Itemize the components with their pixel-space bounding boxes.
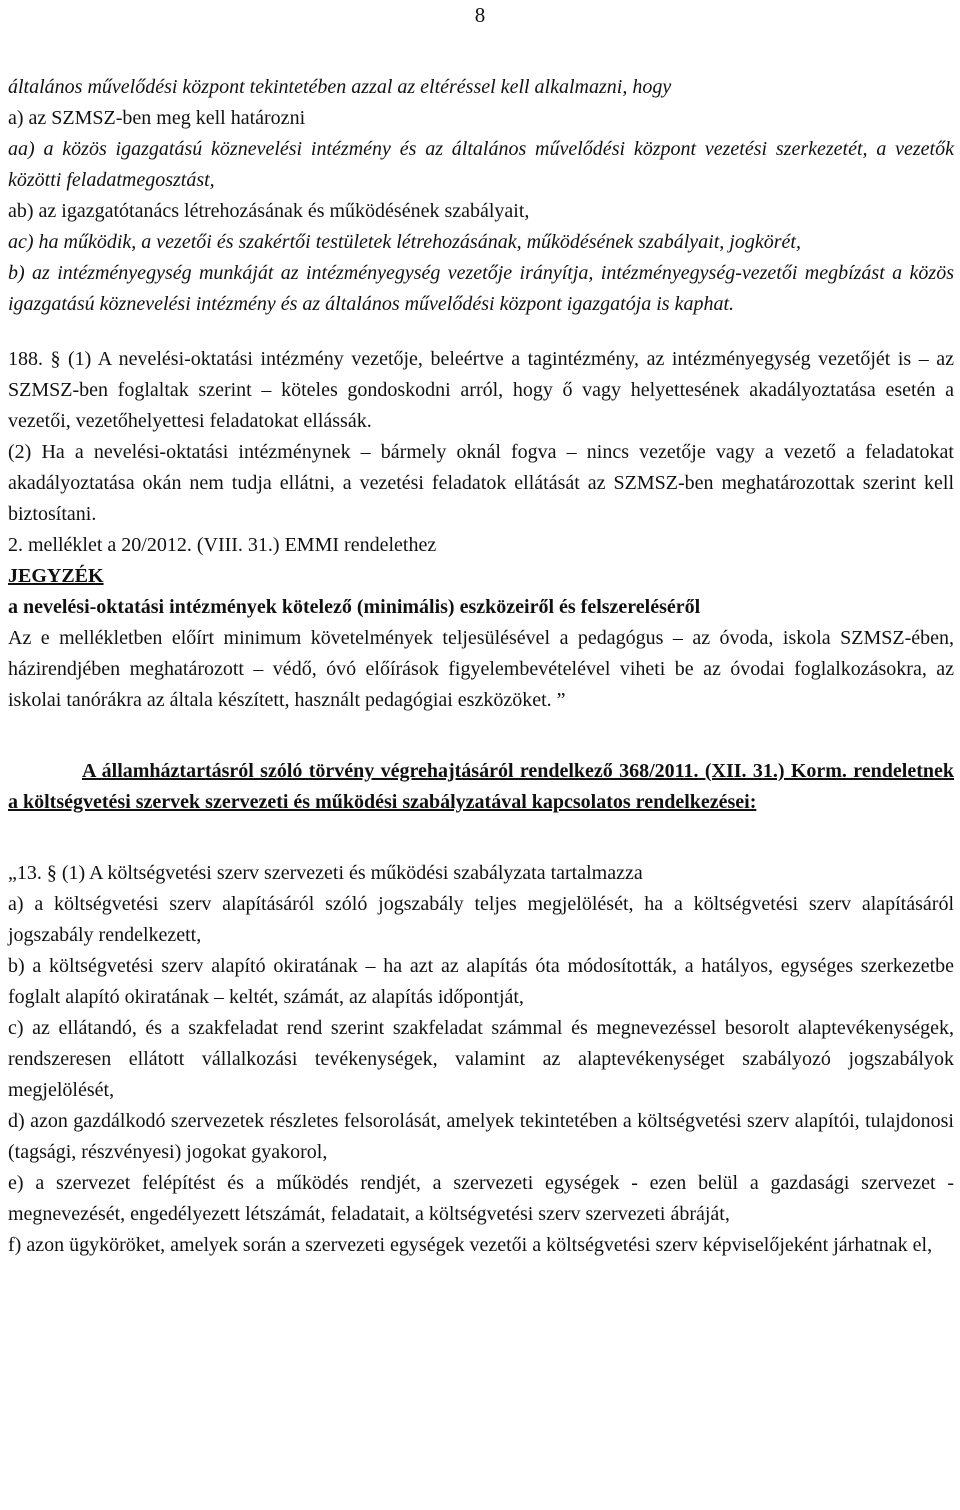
document-body bbox=[8, 72, 954, 1261]
section-13-intro: „13. § (1) A költségvetési szerv szervezeti és működési szabályzata tartalmazza bbox=[8, 862, 643, 884]
spacer bbox=[8, 716, 954, 756]
section-13-point-f: f) azon ügyköröket, amelyek során a szervezeti egységek vezetői a költségvetési szerv képviselőjeként járhatnak el, bbox=[8, 1234, 933, 1256]
annex-reference: 2. melléklet a 20/2012. (VIII. 31.) EMMI rendelethez bbox=[8, 534, 437, 556]
decree-heading: A államháztartásról szóló törvény végrehajtásáról rendelkező 368/2011. (XII. 31.) Korm. rendeletnek a költségvetési szervek szervezeti és működési szabályzatával kapcsolatos rendelkezései: bbox=[8, 760, 954, 813]
jegyzek-subtitle: a nevelési-oktatási intézmények kötelező (minimális) eszközeiről és felszereléséről bbox=[8, 596, 701, 618]
section-13-point-b: b) a költségvetési szerv alapító okiratának – ha azt az alapítás óta módosították, a hatályos, egységes szerkezetbe foglalt alapító okiratának – keltét, számát, az alapítás időpontját, bbox=[8, 955, 954, 1008]
section-13-point-a: a) a költségvetési szerv alapításáról szóló jogszabály teljes megjelölését, ha a költségvetési szerv alapításáról jogszabály rendelkezett, bbox=[8, 893, 954, 946]
section-13-point-d: d) azon gazdálkodó szervezetek részletes felsorolását, amelyek tekintetében a költségvetési szerv alapítói, tulajdonosi (tagsági, részvényesi) jogokat gyakorol, bbox=[8, 1110, 954, 1163]
spacer bbox=[8, 818, 954, 858]
paragraph-point-a: a) az SZMSZ-ben meg kell határozni bbox=[8, 107, 306, 129]
paragraph-point-b: b) az intézményegység munkáját az intézményegység vezetője irányítja, intézményegység-vezetői megbízást a közös igazgatású köznevelési intézmény és az általános művelődési központ igazgatója is kaphat. bbox=[8, 262, 954, 315]
page-number: 8 bbox=[474, 3, 486, 27]
section-13-point-e: e) a szervezet felépítést és a működés rendjét, a szervezeti egységek - ezen belül a gazdasági szervezet - megnevezését, engedélyezett létszámát, feladatait, a költségvetési szerv szervezeti ábráját, bbox=[8, 1172, 954, 1225]
spacer bbox=[8, 320, 954, 344]
paragraph-point-ab: ab) az igazgatótanács létrehozásának és működésének szabályait, bbox=[8, 200, 530, 222]
section-188-paragraph-2: (2) Ha a nevelési-oktatási intézménynek – bármely oknál fogva – nincs vezetője vagy a vezető a feladatokat akadályoztatása okán nem tudja ellátni, a vezetési feladatok ellátását az SZMSZ-ben meghatározottak szerint kell biztosítani. bbox=[8, 441, 954, 525]
section-188-paragraph-3: Az e mellékletben előírt minimum követelmények teljesülésével a pedagógus – az óvoda, iskola SZMSZ-ében, házirendjében meghatározott – védő, óvó előírások figyelembevételével viheti be az óvodai foglalkozásokra, az iskolai tanórákra az általa készített, használt pedagógiai eszközöket. ” bbox=[8, 627, 954, 711]
jegyzek-title: JEGYZÉK bbox=[8, 565, 104, 587]
paragraph-intro: általános művelődési központ tekintetében azzal az eltéréssel kell alkalmazni, hogy bbox=[8, 76, 672, 98]
section-188-paragraph-1: 188. § (1) A nevelési-oktatási intézmény vezetője, beleértve a tagintézmény, az intézményegység vezetőjét is – az SZMSZ-ben foglaltak szerint – köteles gondoskodni arról, hogy ő vagy helyettesének akadályoztatása esetén a vezetői, vezetőhelyettesi feladatokat ellássák. bbox=[8, 348, 954, 432]
paragraph-point-aa: aa) a közös igazgatású köznevelési intézmény és az általános művelődési központ vezetési szerkezetét, a vezetők közötti feladatmegosztást, bbox=[8, 138, 954, 191]
section-13-point-c: c) az ellátandó, és a szakfeladat rend szerint szakfeladat számmal és megnevezéssel besorolt alaptevékenységek, rendszeresen ellátott vállalkozási tevékenységek, valamint az alaptevékenységet szabályozó jogszabályok megjelölését, bbox=[8, 1017, 954, 1101]
paragraph-point-ac: ac) ha működik, a vezetői és szakértői testületek létrehozásának, működésének szabályait, jogkörét, bbox=[8, 231, 801, 253]
